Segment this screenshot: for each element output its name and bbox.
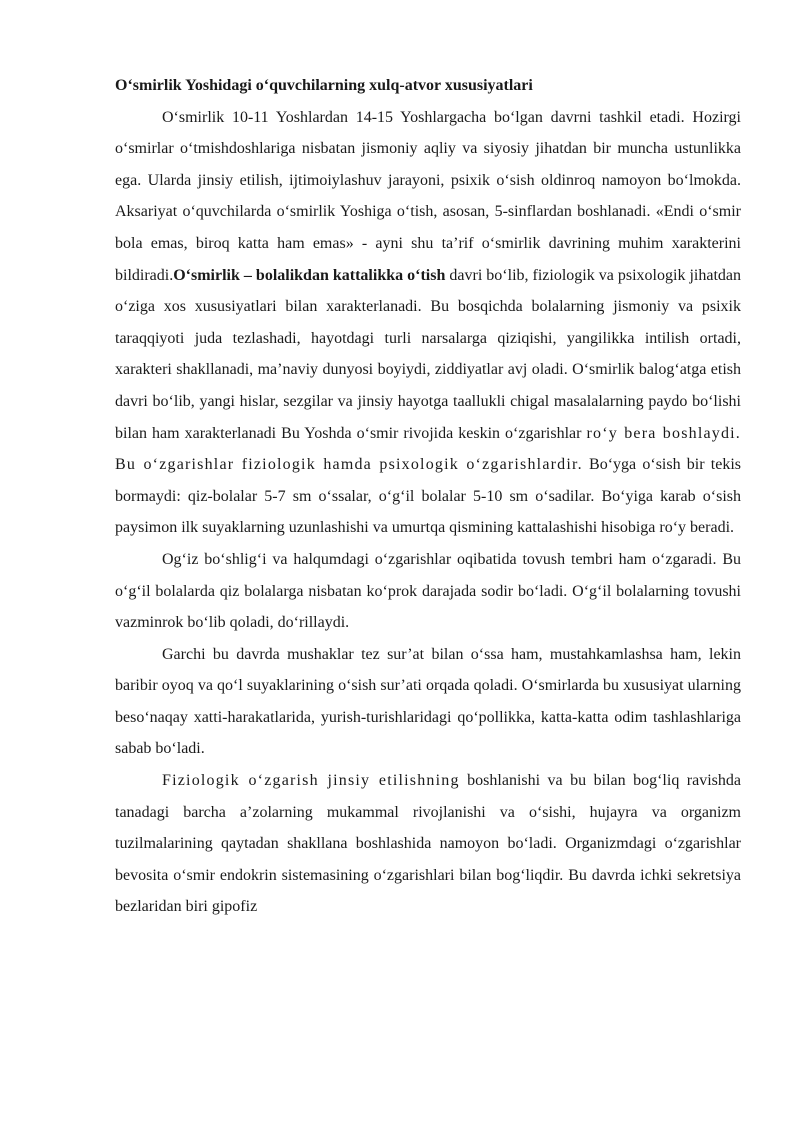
- paragraph-1-text-c: Bo‘yga o‘sish bir tekis bormaydi: qiz-bolalar 5-7 sm o‘ssalar, o‘g‘il bolalar 5-10 sm o‘sadilar. Bo‘yiga karab o‘sish paysimon ilk suyaklarning uzunlashishi va umurtqa qismining kattalashishi hisobiga ro‘y beradi.: [115, 456, 741, 537]
- paragraph-1-spaced-phrase: ro‘y bera boshlaydi. Bu o‘zgarishlar fiziologik hamda psixologik o‘zgarishlardir.: [115, 424, 742, 474]
- paragraph-2: Og‘iz bo‘shlig‘i va halqumdagi o‘zgarishlar oqibatida tovush tembri ham o‘zgaradi. Bu o‘g‘il bolalarda qiz bolalarga nisbatan ko‘prok darajada sodir bo‘ladi. O‘g‘il bolalarning tovushi vazminrok bo‘lib qoladi, do‘rillaydi.: [115, 550, 741, 632]
- paragraph-3: Garchi bu davrda mushaklar tez sur’at bilan o‘ssa ham, mustahkamlashsa ham, lekin baribir oyoq va qo‘l suyaklarining o‘sish sur’ati orqada qoladi. O‘smirlarda bu xususiyat ularning beso‘naqay xatti-harakatlarida, yurish-turishlaridagi qo‘pollikka, katta-katta odim tashlashlariga sabab bo‘ladi.: [115, 645, 741, 758]
- paragraph-4-text: boshlanishi va bu bilan bog‘liq ravishda tanadagi barcha a’zolarning mukammal rivojlanishi va o‘sishi, hujayra va organizm tuzilmalarining qaytadan shakllana boshlashida namoyon bo‘ladi. Organizmdagi o‘zgarishlar bevosita o‘smir endokrin sistemasining o‘zgarishlari bilan bog‘liqdir. Bu davrda ichki sekretsiya bezlaridan biri gipofiz: [115, 772, 741, 916]
- document-title: O‘smirlik Yoshidagi o‘quvchilarning xulq-atvor xususiyatlari: [115, 77, 533, 94]
- paragraph-4: [115, 765, 741, 923]
- paragraph-1: [115, 102, 741, 544]
- paragraph-4-spaced-phrase: Fiziologik o‘zgarish jinsiy etilishning: [162, 772, 460, 790]
- paragraph-1-text-b: davri bo‘lib, fiziologik va psixologik jihatdan o‘ziga xos xususiyatlari bilan xarakterlanadi. Bu bosqichda bolalarning jismoniy va psixik taraqqiyoti juda tezlashadi, hayotdagi turli narsalarga qiziqishi, yangilikka intilish ortadi, xarakteri shakllanadi, ma’naviy dunyosi boyiydi, ziddiyatlar avj oladi. O‘smirlik balog‘atga etish davri bo‘lib, yangi hislar, sezgilar va jinsiy hayotga taallukli chigal masalalarning paydo bo‘lishi bilan ham xarakterlanadi Bu Yoshda o‘smir rivojida keskin o‘zgarishlar: [115, 266, 742, 442]
- document-page: [115, 70, 741, 923]
- paragraph-1-text-a: O‘smirlik 10-11 Yoshlardan 14-15 Yoshlargacha bo‘lgan davrni tashkil etadi. Hozirgi o‘smirlar o‘tmishdoshlariga nisbatan jismoniy aqliy va siyosiy jihatdan bir muncha ustunlikka ega. Ularda jinsiy etilish, ijtimoiylashuv jarayoni, psixik o‘sish oldinroq namoyon bo‘lmokda. Aksariyat o‘quvchilarda o‘smirlik Yoshiga o‘tish, asosan, 5-sinflardan boshlanadi. «Endi o‘smir bola emas, biroq katta ham emas» - ayni shu ta’rif o‘smirlik davrining muhim xarakterini bildiradi.: [115, 108, 741, 284]
- paragraph-1-bold-phrase: O‘smirlik – bolalikdan kattalikka o‘tish: [173, 266, 446, 284]
